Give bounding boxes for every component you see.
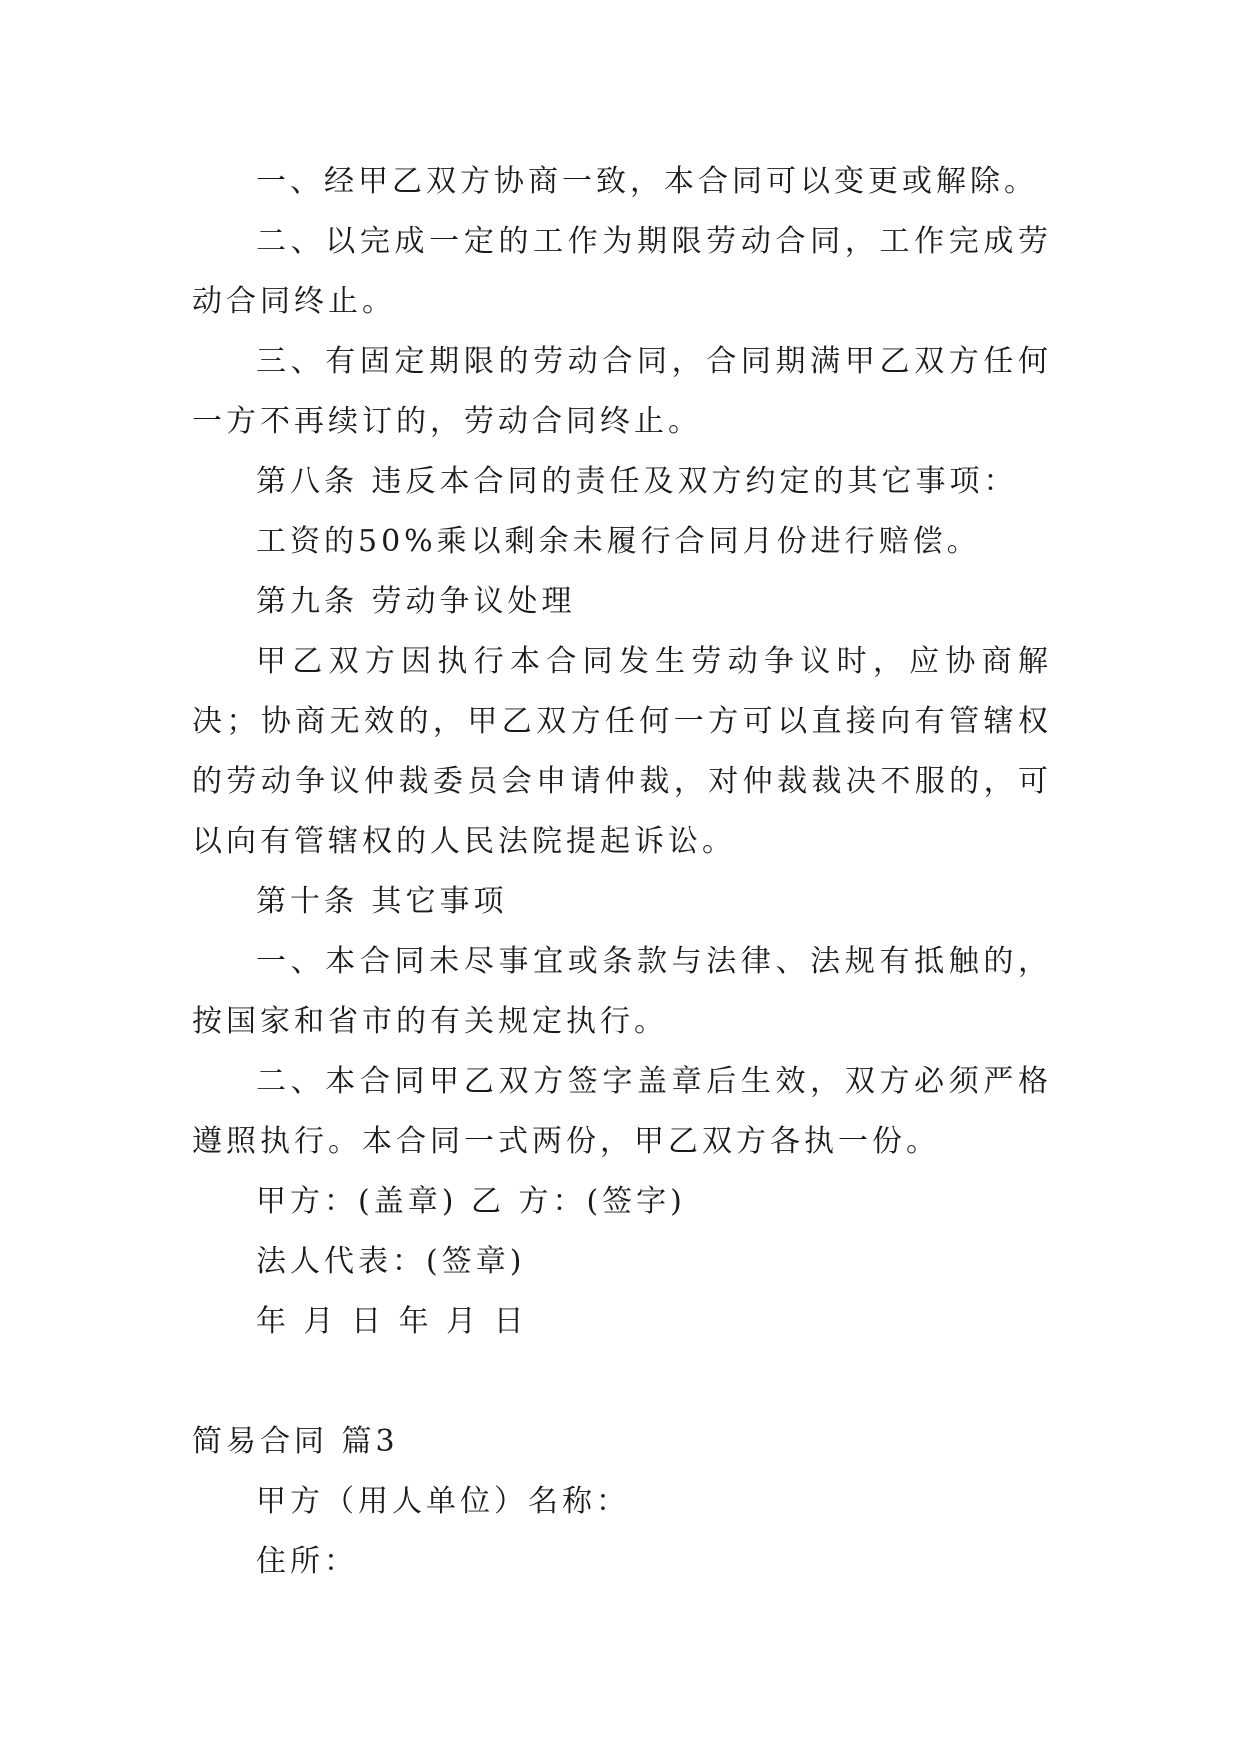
legal-representative-line: 法人代表：(签章) bbox=[256, 1244, 526, 1279]
article-9-content: 甲乙双方因执行本合同发生劳动争议时，应协商解决；协商无效的，甲乙双方任何一方可以直接向有管辖权的劳动争议仲裁委员会申请仲裁，对仲裁裁决不服的，可以向有管辖权的人民法院提起诉讼。 bbox=[192, 644, 1052, 859]
section-spacer bbox=[192, 1352, 1052, 1412]
section-title: 简易合同 篇3 bbox=[192, 1424, 399, 1459]
article-10-item-1: 一、本合同未尽事宜或条款与法律、法规有抵触的，按国家和省市的有关规定执行。 bbox=[192, 944, 1052, 1039]
paragraph-clause-1: 一、经甲乙双方协商一致，本合同可以变更或解除。 bbox=[256, 164, 1038, 199]
date-line: 年 月 日 年 月 日 bbox=[256, 1304, 528, 1339]
party-a-name-field: 甲方（用人单位）名称： bbox=[256, 1484, 630, 1519]
article-8-content: 工资的50%乘以剩余未履行合同月份进行赔偿。 bbox=[256, 524, 981, 559]
party-a-address-field: 住所： bbox=[256, 1544, 358, 1579]
paragraph-clause-2: 二、以完成一定的工作为期限劳动合同，工作完成劳动合同终止。 bbox=[192, 224, 1052, 319]
article-8-title: 第八条 违反本合同的责任及双方约定的其它事项： bbox=[256, 464, 1018, 499]
article-10-item-2: 二、本合同甲乙双方签字盖章后生效，双方必须严格遵照执行。本合同一式两份，甲乙双方各执一份。 bbox=[192, 1064, 1052, 1159]
paragraph-clause-3: 三、有固定期限的劳动合同，合同期满甲乙双方任何一方不再续订的，劳动合同终止。 bbox=[192, 344, 1052, 439]
article-10-title: 第十条 其它事项 bbox=[256, 884, 508, 919]
article-9-title: 第九条 劳动争议处理 bbox=[256, 584, 576, 619]
signature-party-line: 甲方：(盖章) 乙 方：(签字) bbox=[256, 1184, 686, 1219]
document-page bbox=[192, 152, 1052, 1592]
